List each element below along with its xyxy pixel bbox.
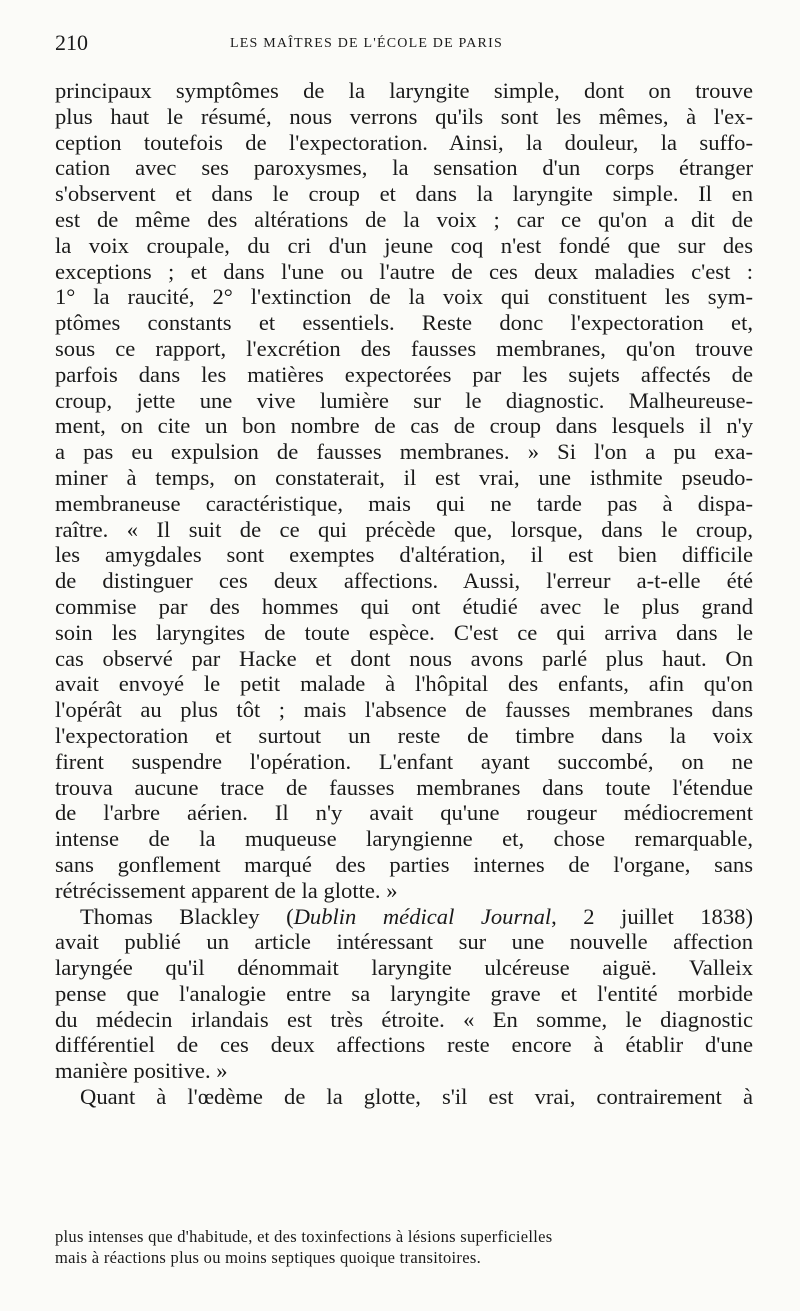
text-line: est de même des altérations de la voix ; car ce qu'on a dit de: [55, 206, 753, 232]
text-line: cas observé par Hacke et dont nous avons parlé plus haut. On: [55, 645, 753, 671]
text-line: firent suspendre l'opération. L'enfant ayant succombé, on ne: [55, 748, 753, 774]
text-line: ment, on cite un bon nombre de cas de croup dans lesquels il n'y: [55, 413, 753, 439]
body-text: [55, 78, 753, 1110]
text-line: ception toutefois de l'expectoration. Ainsi, la douleur, la suffo-: [55, 129, 753, 155]
text-line: s'observent et dans le croup et dans la laryngite simple. Il en: [55, 181, 753, 207]
text-line: trouva aucune trace de fausses membranes dans toute l'étendue: [55, 774, 753, 800]
text-segment: Thomas Blackley (: [80, 903, 294, 929]
text-segment: , 2 juillet 1838): [551, 903, 753, 929]
text-line: avait envoyé le petit malade à l'hôpital des enfants, afin qu'on: [55, 671, 753, 697]
text-line: a pas eu expulsion de fausses membranes. » Si l'on a pu exa-: [55, 439, 753, 465]
text-line: rétrécissement apparent de la glotte. »: [55, 877, 398, 903]
text-line: de l'arbre aérien. Il n'y avait qu'une rougeur médiocrement: [55, 800, 753, 826]
text-line: pense que l'analogie entre sa laryngite grave et l'entité morbide: [55, 980, 753, 1006]
text-line: l'opérât au plus tôt ; mais l'absence de fausses membranes dans: [55, 697, 753, 723]
text-line: cation avec ses paroxysmes, la sensation d'un corps étranger: [55, 155, 753, 181]
text-line: les amygdales sont exemptes d'altération, il est bien difficile: [55, 542, 753, 568]
text-line: l'expectoration et surtout un reste de timbre dans la voix: [55, 722, 753, 748]
text-line: raître. « Il suit de ce qui précède que, lorsque, dans le croup,: [55, 516, 753, 542]
text-line: Quant à l'œdème de la glotte, s'il est vrai, contrairement à: [80, 1084, 753, 1110]
text-line: du médecin irlandais est très étroite. « En somme, le diagnostic: [55, 1006, 753, 1032]
text-line: membraneuse caractéristique, mais qui ne tarde pas à dispa-: [55, 490, 753, 516]
running-title: LES MAÎTRES DE L'ÉCOLE DE PARIS: [230, 36, 503, 51]
text-line: exceptions ; et dans l'une ou l'autre de ces deux maladies c'est :: [55, 258, 753, 284]
page-header: [55, 30, 755, 60]
text-line: 1° la raucité, 2° l'extinction de la voix qui constituent les sym-: [55, 284, 753, 310]
text-line: plus haut le résumé, nous verrons qu'ils sont les mêmes, à l'ex-: [55, 103, 753, 129]
journal-title: Dublin médical Journal: [293, 903, 552, 929]
text-line: différentiel de ces deux affections reste encore à établir d'une: [55, 1032, 753, 1058]
text-line: [55, 904, 753, 930]
text-line: de distinguer ces deux affections. Aussi, l'erreur a-t-elle été: [55, 568, 753, 594]
text-line: sous ce rapport, l'excrétion des fausses membranes, qu'on trouve: [55, 335, 753, 361]
text-line: laryngée qu'il dénommait laryngite ulcéreuse aiguë. Valleix: [55, 955, 753, 981]
text-line: miner à temps, on constaterait, il est vrai, une isthmite pseudo-: [55, 464, 753, 490]
text-line: croup, jette une vive lumière sur le diagnostic. Malheureuse-: [55, 387, 753, 413]
text-line: la voix croupale, du cri d'un jeune coq n'est fondé que sur des: [55, 232, 753, 258]
text-line: commise par des hommes qui ont étudié avec le plus grand: [55, 593, 753, 619]
text-line: avait publié un article intéressant sur une nouvelle affection: [55, 929, 753, 955]
text-line: intense de la muqueuse laryngienne et, chose remarquable,: [55, 826, 753, 852]
text-line: ptômes constants et essentiels. Reste donc l'expectoration et,: [55, 310, 753, 336]
footnote-line: plus intenses que d'habitude, et des toxinfections à lésions superficielles: [55, 1227, 553, 1246]
text-line: sans gonflement marqué des parties internes de l'organe, sans: [55, 851, 753, 877]
text-line: soin les laryngites de toute espèce. C'est ce qui arriva dans le: [55, 619, 753, 645]
page-number: 210: [55, 30, 88, 55]
text-line: manière positive. »: [55, 1058, 228, 1084]
footnote-line: mais à réactions plus ou moins septiques quoique transitoires.: [55, 1248, 481, 1267]
text-line: parfois dans les matières expectorées par les sujets affectés de: [55, 361, 753, 387]
text-line: principaux symptômes de la laryngite simple, dont on trouve: [55, 78, 753, 103]
footnote: [55, 1226, 753, 1268]
